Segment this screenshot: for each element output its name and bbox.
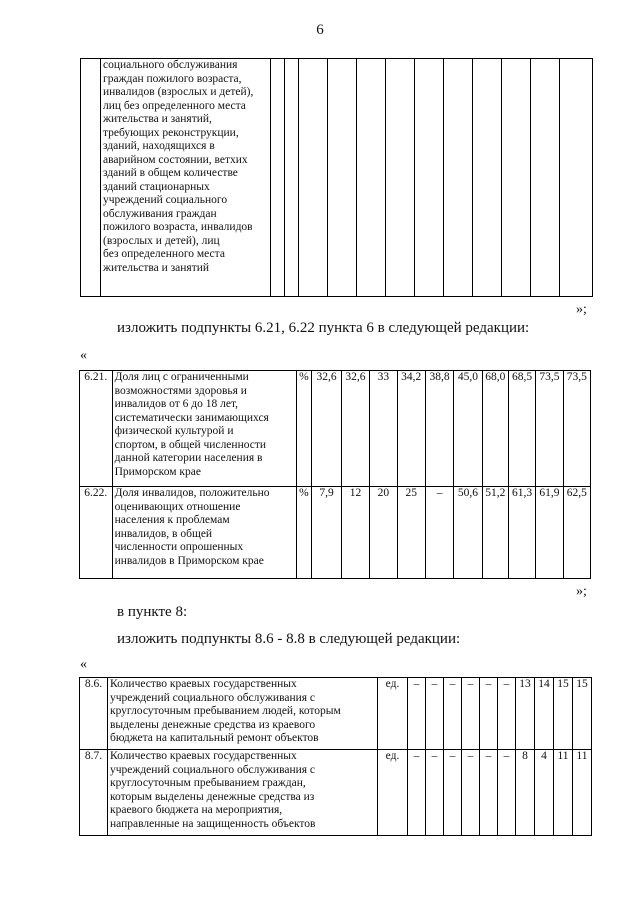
table-row (81, 59, 593, 297)
value-cell: 20 (370, 487, 397, 579)
text-line: систематически занимающихся (114, 411, 269, 424)
value-cell: 34,2 (397, 371, 425, 487)
indicator-text-cell (112, 371, 296, 487)
table-row (80, 750, 592, 836)
value-cell: 25 (397, 487, 425, 579)
text-line: Количество краевых государственных (110, 750, 297, 762)
value-cell: 11 (573, 750, 592, 836)
value-cell: 15 (554, 678, 573, 750)
value-cell: – (444, 678, 462, 750)
text-line: учреждений социального обслуживания с (110, 763, 316, 776)
text-line: круглосуточным пребыванием граждан, (110, 777, 306, 789)
text-line: бюджета на капитальный ремонт объектов (110, 732, 319, 744)
table-row (80, 487, 591, 579)
text-line: Доля лиц с ограниченными (114, 371, 249, 383)
unit-cell: % (296, 371, 312, 487)
value-cell: – (408, 678, 426, 750)
value-cell: – (480, 750, 498, 836)
text-line: (взрослых и детей), лиц (103, 234, 220, 247)
closing-quote-1: »; (576, 302, 587, 317)
value-cell: – (498, 678, 516, 750)
text-line: зданий, находящихся в (103, 140, 215, 152)
value-cell: – (426, 750, 444, 836)
text-line: спортом, в общей численности (114, 438, 267, 451)
row-number-cell (81, 59, 101, 297)
table-continuation (80, 58, 593, 297)
text-line: круглосуточным пребыванием людей, которым (110, 705, 341, 717)
text-line: зданий в общем количестве (103, 167, 238, 179)
text-line: Количество краевых государственных (110, 678, 297, 690)
text-line: лиц без определенного места (103, 99, 246, 112)
value-cell: 13 (516, 678, 535, 750)
paragraph-6-instruction: изложить подпункты 6.21, 6.22 пункта 6 в следующей редакции: (117, 320, 530, 336)
value-cell: 68,5 (508, 371, 535, 487)
text-line: учреждений социального (103, 194, 228, 206)
closing-quote-2: »; (576, 584, 587, 599)
text-line: инвалидов в Приморском крае (114, 554, 264, 567)
unit-cell: ед. (378, 678, 408, 750)
table-section-8 (79, 677, 592, 836)
text-line: Доля инвалидов, положительно (114, 487, 270, 499)
text-line: учреждений социального обслуживания с (110, 691, 316, 704)
text-line: социального обслуживания (103, 59, 238, 71)
value-cell: 11 (554, 750, 573, 836)
text-line: инвалидов (взрослых и детей), (103, 86, 254, 98)
text-line: аварийном состоянии, ветхих (103, 153, 248, 166)
value-cell: 4 (535, 750, 554, 836)
row-number-cell: 8.6. (80, 678, 108, 750)
value-cell: – (408, 750, 426, 836)
value-cell: 33 (370, 371, 397, 487)
row-number-cell: 8.7. (80, 750, 108, 836)
text-line: без определенного места (103, 248, 225, 260)
unit-cell: ед. (378, 750, 408, 836)
opening-quote-1: « (80, 348, 87, 363)
text-line: оценивающих отношение (114, 500, 241, 513)
text-line: жительства и занятий (103, 261, 210, 274)
text-line: физической культурой и (114, 425, 234, 437)
value-cell: – (480, 678, 498, 750)
text-line: возможностями здоровья и (114, 384, 247, 397)
row-number-cell: 6.21. (80, 371, 113, 487)
value-cell: 14 (535, 678, 554, 750)
text-line: населения к проблемам (114, 514, 230, 526)
value-cell: 45,0 (454, 371, 482, 487)
value-cell: 12 (341, 487, 369, 579)
value-cell: 61,9 (536, 487, 563, 579)
table-row (80, 678, 592, 750)
indicator-text-cell (108, 678, 378, 750)
table-section-6 (79, 370, 591, 579)
value-cell: – (426, 678, 444, 750)
value-cell: – (498, 750, 516, 836)
text-line: которым выделены денежные средства из (110, 790, 315, 803)
paragraph-8-instruction: изложить подпункты 8.6 - 8.8 в следующей редакции: (117, 631, 461, 647)
text-line: зданий стационарных (103, 180, 210, 193)
value-cell: – (444, 750, 462, 836)
row-number-cell: 6.22. (80, 487, 113, 579)
value-cell: 32,6 (312, 371, 341, 487)
text-line: направленные на защищенность объектов (110, 817, 316, 830)
value-cell: 8 (516, 750, 535, 836)
value-cell: 73,5 (536, 371, 563, 487)
value-cell: 62,5 (563, 487, 590, 579)
value-cell: 32,6 (341, 371, 369, 487)
text-line: выделены денежные средства из краевого (110, 718, 316, 731)
value-cell: – (425, 487, 453, 579)
indicator-text-cell (108, 750, 378, 836)
value-cell: 61,3 (508, 487, 535, 579)
value-cell: 51,2 (482, 487, 508, 579)
text-line: жительства и занятий, (103, 113, 212, 125)
table-row (80, 371, 591, 487)
text-line: инвалидов от 6 до 18 лет, (114, 398, 239, 410)
text-line: данной категории населения в (114, 452, 263, 464)
value-cell: 7,9 (312, 487, 341, 579)
value-cell: 50,6 (454, 487, 482, 579)
value-cell: 38,8 (425, 371, 453, 487)
value-cell: 15 (573, 678, 592, 750)
text-line: инвалидов, в общей (114, 527, 213, 540)
text-line: пожилого возраста, инвалидов (103, 221, 253, 233)
unit-cell: % (296, 487, 312, 579)
opening-quote-2: « (80, 657, 87, 672)
text-line: обслуживания граждан (103, 207, 217, 220)
value-cell: 73,5 (563, 371, 590, 487)
text-line: граждан пожилого возраста, (103, 72, 242, 85)
indicator-text-cell (112, 487, 296, 579)
value-cell: – (462, 678, 480, 750)
text-line: Приморском крае (114, 465, 201, 478)
text-line: численности опрошенных (114, 541, 244, 553)
text-line: краевого бюджета на мероприятия, (110, 804, 283, 816)
paragraph-8-heading: в пункте 8: (117, 604, 188, 620)
value-cell: 68,0 (482, 371, 508, 487)
value-cell: – (462, 750, 480, 836)
page-number: 6 (316, 22, 324, 38)
indicator-text-cell (101, 59, 271, 297)
text-line: требующих реконструкции, (103, 126, 239, 139)
